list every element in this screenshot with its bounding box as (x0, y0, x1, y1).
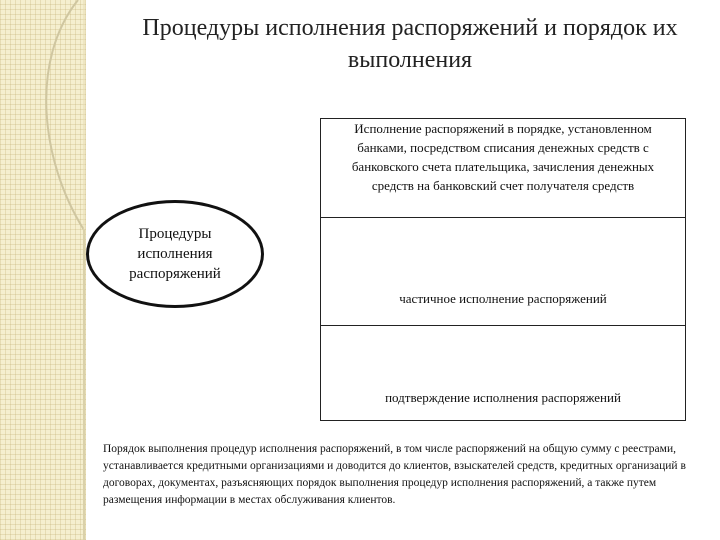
procedure-box-partial-label: частичное исполнение распоряжений (399, 291, 607, 306)
ellipse-label: Процедуры исполнения распоряжений (129, 226, 221, 282)
procedure-box-partial (320, 218, 686, 326)
procedure-box-execution (320, 118, 686, 218)
procedure-box-confirmation-label: подтверждение исполнения распоряжений (385, 390, 621, 405)
procedure-box-confirmation (320, 326, 686, 421)
footer-paragraph: Порядок выполнения процедур исполнения распоряжений, в том числе распоряжений на общую сумму с реестрами, устанавливается кредитными организациями и доводится до клиентов, взыскателей средств, кредитных организаций в договорах, документах, разъясняющих порядок выполнения процедур исполнения распоряжений, а также путем размещения информации в местах обслуживания клиентов. (103, 443, 686, 506)
page-title: Процедуры исполнения распоряжений и порядок их выполнения (142, 15, 678, 73)
procedure-box-execution-label: Исполнение распоряжений в порядке, установленном банками, посредством списания денежных средств с банковского счета плательщика, зачисления денежных средств на банковский счет получателя средств (351, 121, 655, 193)
